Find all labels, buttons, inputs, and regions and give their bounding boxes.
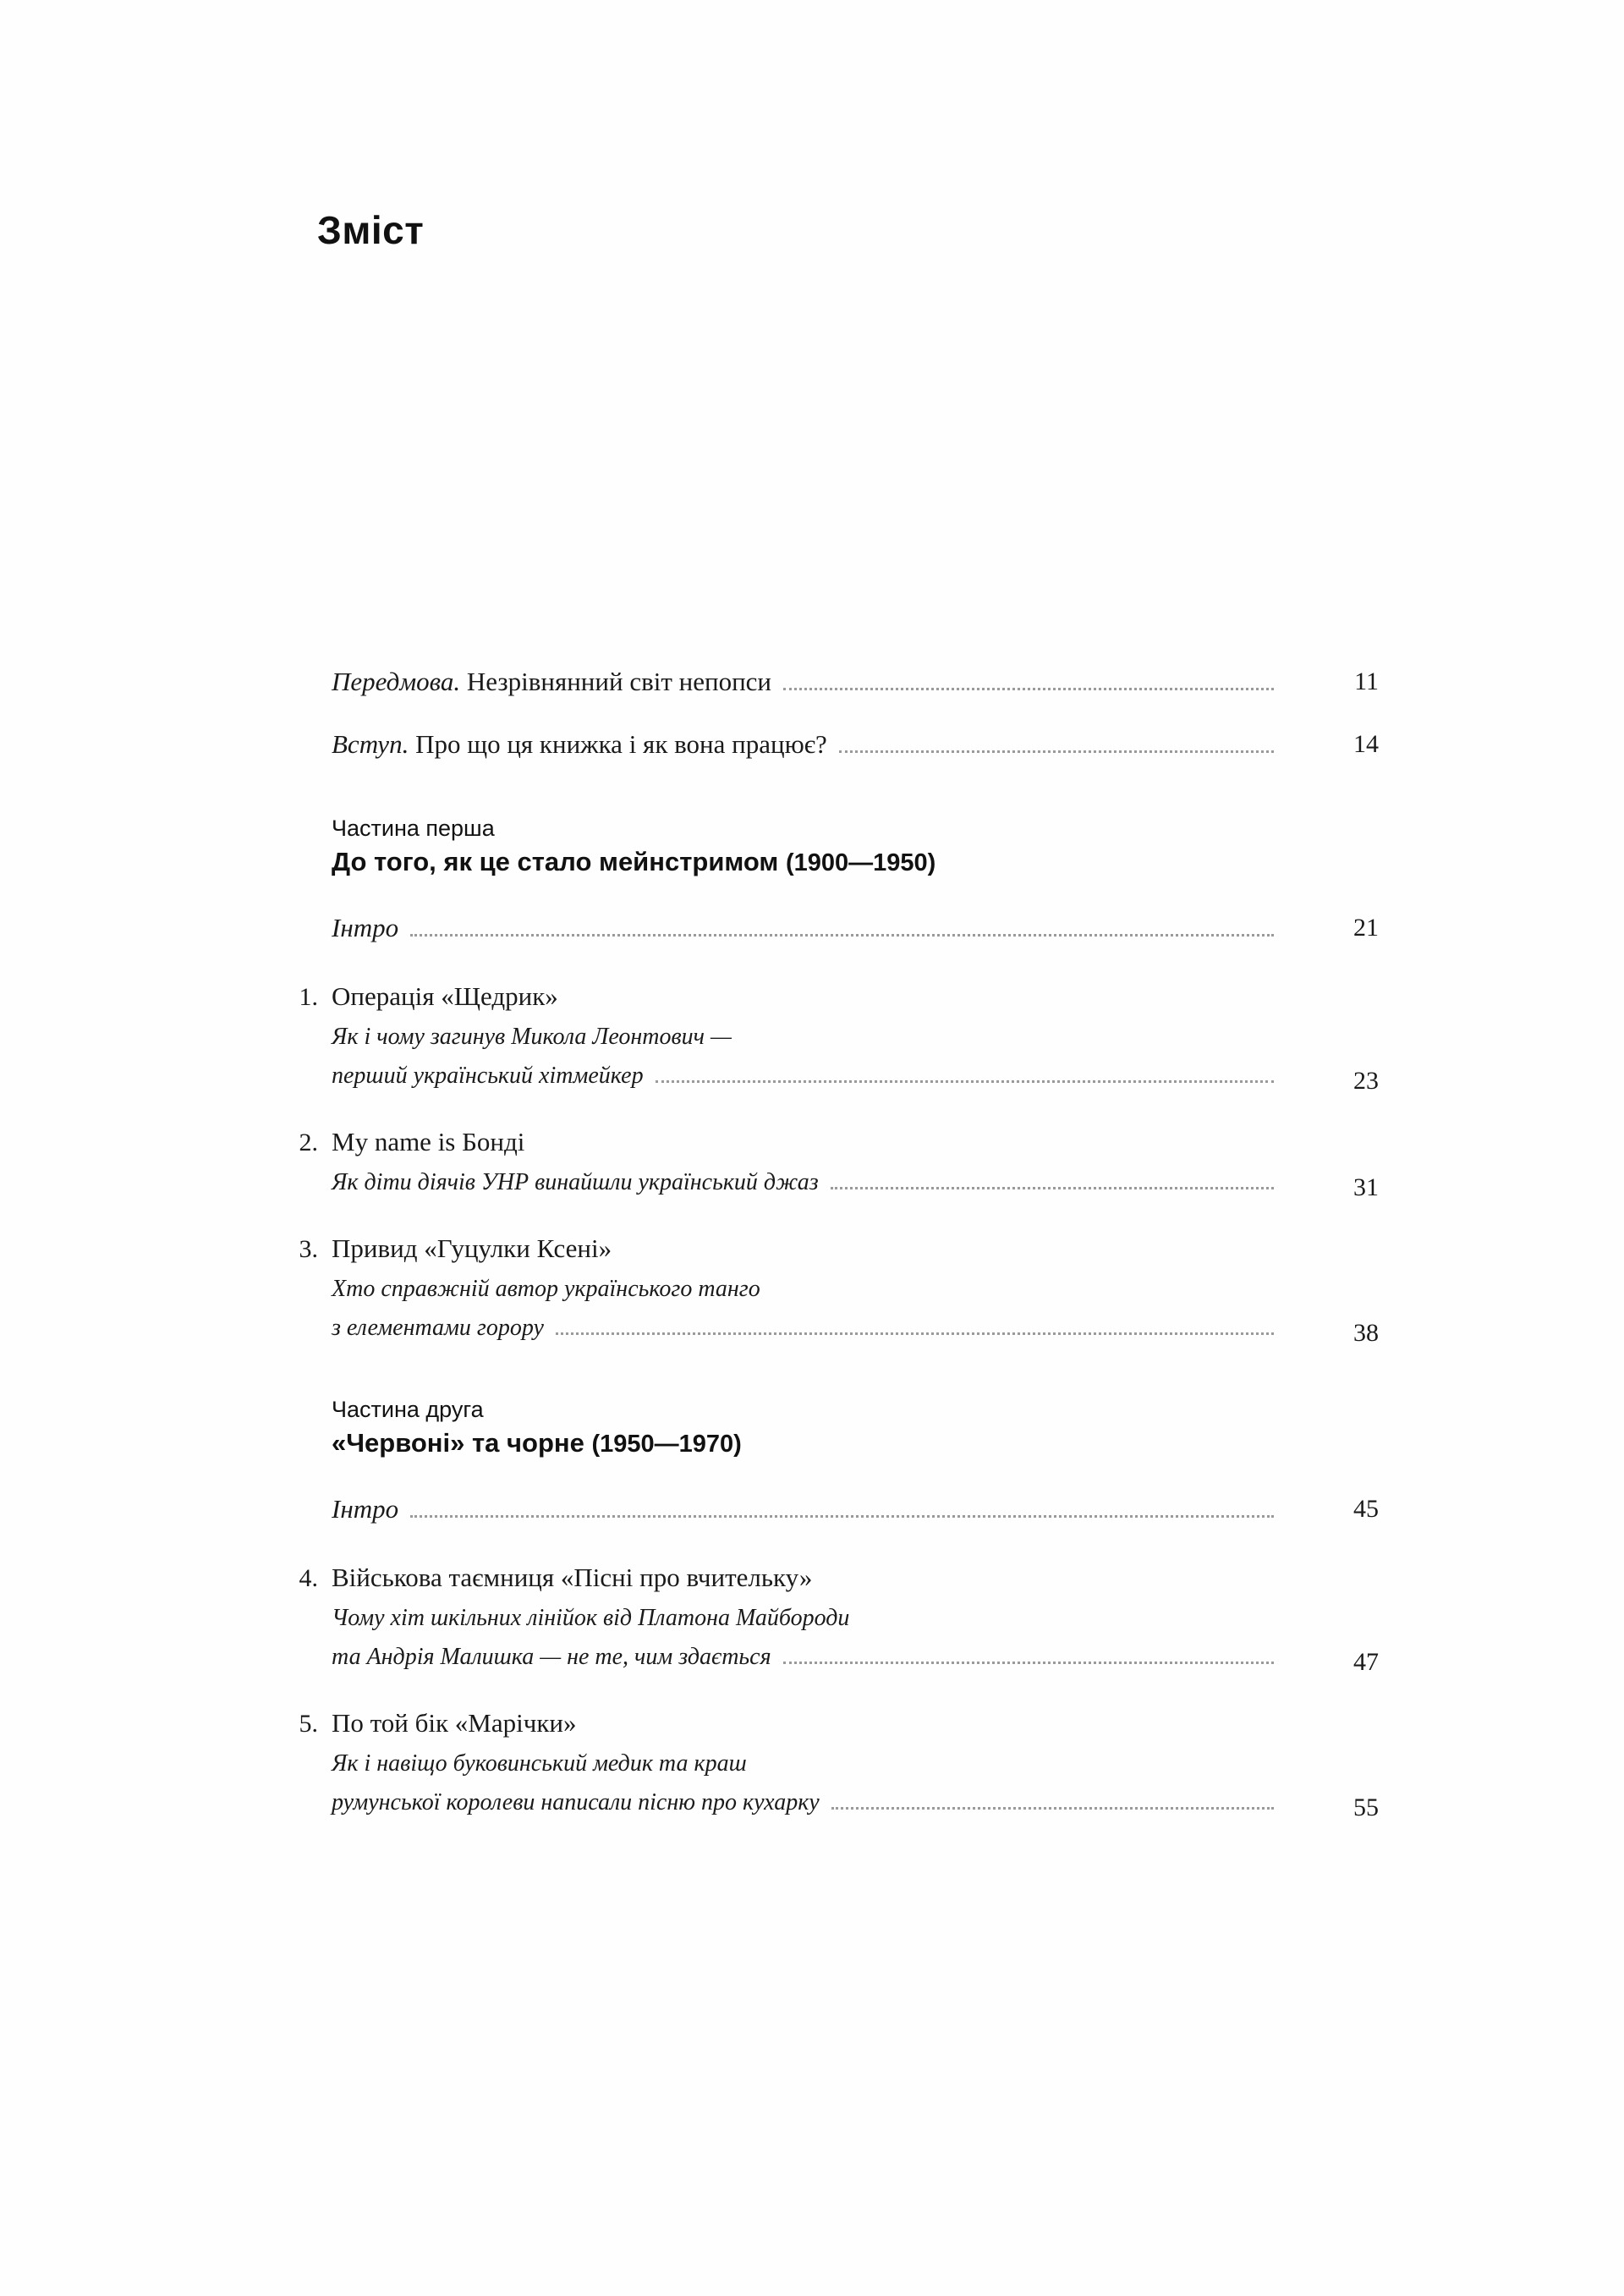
toc-entry-chapter-1[interactable] [279, 975, 1379, 1096]
leader-dots [783, 688, 1274, 690]
entry-label [332, 660, 771, 704]
entry-page-number: 45 [1353, 1495, 1379, 1523]
entry-label-italic: Передмова. [332, 667, 461, 696]
leader-dots [839, 750, 1274, 753]
chapter-title: Операція «Щедрик» [332, 981, 558, 1011]
part-years: (1900—1950) [786, 849, 936, 876]
chapter-subtitle-line [332, 1018, 1286, 1057]
part-title-text: «Червоні» та чорне [332, 1428, 584, 1458]
entry-page-number: 55 [1353, 1793, 1379, 1821]
entry-page-number: 21 [1353, 914, 1379, 942]
entry-text [332, 722, 1286, 766]
toc-entry-chapter-2[interactable] [279, 1121, 1379, 1202]
toc-entry-chapter-5[interactable] [279, 1702, 1379, 1822]
entry-number: 4. [299, 1564, 318, 1592]
entry-number: 1. [299, 983, 318, 1011]
toc-list [279, 660, 1379, 1848]
chapter-subtitle-line [332, 1599, 1286, 1638]
entry-text [332, 660, 1286, 704]
chapter-subtitle-line [332, 1270, 1286, 1309]
toc-entry-part1-intro[interactable] [279, 906, 1379, 950]
entry-label-italic: Вступ. [332, 729, 409, 759]
chapter-subtitle-text: Як і чому загинув Микола Леонтович — [332, 1024, 732, 1050]
entry-text [332, 975, 1286, 1096]
part-label: Частина друга [332, 1397, 484, 1422]
chapter-subtitle-text: Як діти діячів УНР винайшли український джаз [332, 1169, 819, 1195]
part-title-text: До того, як це стало мейнстримом [332, 847, 779, 876]
chapter-subtitle-line [332, 1638, 1286, 1677]
chapter-subtitle-line [332, 1057, 1286, 1096]
part-label: Частина перша [332, 816, 495, 841]
leader-dots [831, 1807, 1274, 1810]
entry-page-number: 11 [1354, 667, 1379, 695]
chapter-title: По той бік «Марічки» [332, 1708, 577, 1738]
chapter-subtitle-text: Як і навіщо буковинський медик та краш [332, 1750, 747, 1777]
part-title [332, 1428, 1379, 1458]
chapter-subtitle-text: та Андрія Малишка — не те, чим здається [332, 1644, 771, 1670]
leader-dots [783, 1662, 1274, 1664]
toc-entry-preface[interactable] [279, 660, 1379, 704]
toc-entry-part2-intro[interactable] [279, 1487, 1379, 1531]
part-years: (1950—1970) [591, 1431, 742, 1458]
chapter-subtitle-line [332, 1163, 1286, 1202]
chapter-subtitle-text: перший український хітмейкер [332, 1063, 644, 1089]
leader-dots [410, 934, 1274, 937]
leader-dots [410, 1515, 1274, 1518]
chapter-subtitle-line [332, 1783, 1286, 1822]
toc-entry-intro-chapter[interactable] [279, 722, 1379, 766]
leader-dots [556, 1332, 1274, 1335]
leader-dots [656, 1080, 1274, 1083]
chapter-subtitle-line [332, 1744, 1286, 1783]
entry-text [332, 1487, 1286, 1531]
entry-label: Інтро [332, 913, 399, 942]
entry-number: 2. [299, 1129, 318, 1156]
chapter-subtitle-text: Хто справжній автор українського танго [332, 1276, 760, 1302]
entry-text [332, 1702, 1286, 1822]
entry-label-rest: Незрівнянний світ непопси [460, 667, 772, 696]
chapter-subtitle-text: румунської королеви написали пісню про кухарку [332, 1789, 820, 1815]
toc-entry-chapter-3[interactable] [279, 1228, 1379, 1348]
entry-number: 5. [299, 1710, 318, 1738]
page-title: Зміст [317, 208, 425, 252]
entry-page-number: 14 [1353, 730, 1379, 758]
entry-label-rest: Про що ця книжка і як вона працює? [409, 729, 827, 759]
chapter-title: Привид «Гуцулки Ксені» [332, 1233, 612, 1263]
entry-page-number: 31 [1353, 1173, 1379, 1201]
entry-number: 3. [299, 1235, 318, 1263]
chapter-subtitle-text: з елементами горору [332, 1315, 544, 1341]
entry-text [332, 1228, 1286, 1348]
entry-page-number: 47 [1353, 1648, 1379, 1676]
entry-label: Інтро [332, 1494, 399, 1524]
entry-text [332, 1121, 1286, 1202]
entry-text [332, 906, 1286, 950]
chapter-subtitle-line [332, 1309, 1286, 1348]
entry-label [332, 722, 827, 766]
chapter-title: My name is Бонді [332, 1127, 525, 1156]
leader-dots [831, 1187, 1274, 1189]
entry-page-number: 38 [1353, 1319, 1379, 1347]
entry-page-number: 23 [1353, 1067, 1379, 1095]
part-title [332, 847, 1379, 877]
part-header-two [279, 1397, 1379, 1458]
chapter-title: Військова таємниця «Пісні про вчительку» [332, 1563, 813, 1592]
chapter-subtitle-text: Чому хіт шкільних лінійок від Платона Майбороди [332, 1605, 850, 1631]
part-header-one [279, 816, 1379, 877]
toc-entry-chapter-4[interactable] [279, 1557, 1379, 1677]
entry-text [332, 1557, 1286, 1677]
